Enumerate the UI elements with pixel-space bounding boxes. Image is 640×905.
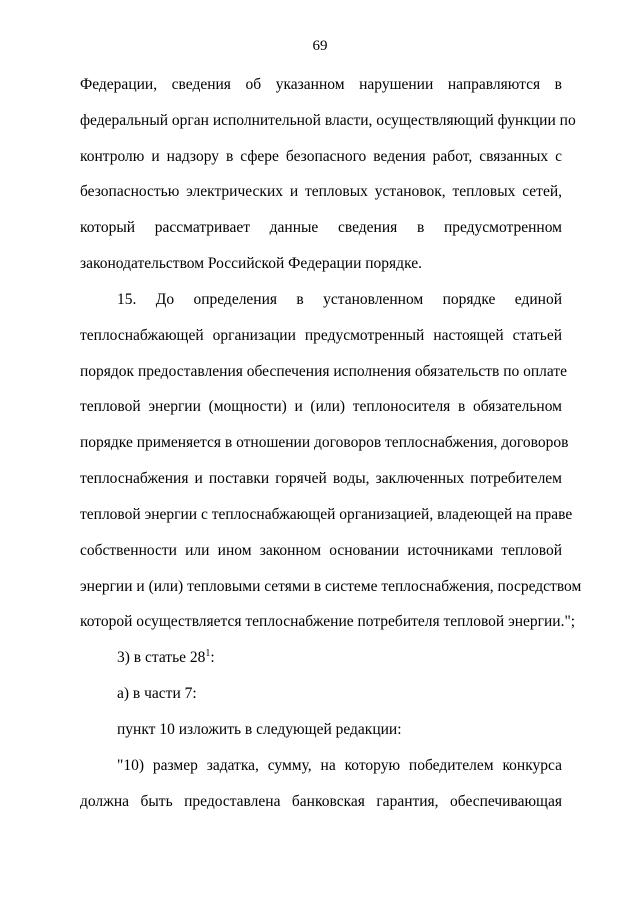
text-line: тепловой энергии с теплоснабжающей организацией, владеющей на праве: [80, 506, 573, 523]
text-line: федеральный орган исполнительной власти, осуществляющий функции по: [80, 112, 576, 129]
text-line: теплоснабжения и поставки горячей воды, заключенных потребителем: [80, 470, 562, 487]
text-line: [117, 648, 562, 668]
text-line: теплоснабжающей организации предусмотренный настоящей статьей: [80, 327, 562, 344]
colon: :: [210, 649, 215, 666]
text-line: энергии и (или) тепловыми сетями в системе теплоснабжения, посредством: [80, 578, 582, 595]
text-line: который рассматривает данные сведения в предусмотренном: [80, 219, 562, 236]
text-line: пункт 10 изложить в следующей редакции:: [117, 721, 402, 738]
text-line: контролю и надзору в сфере безопасного ведения работ, связанных с: [80, 148, 562, 165]
text-line: а) в части 7:: [117, 685, 197, 702]
text-line: должна быть предоставлена банковская гарантия, обеспечивающая: [80, 793, 562, 810]
text-line: безопасностью электрических и тепловых установок, тепловых сетей,: [80, 183, 562, 200]
text-line: собственности или ином законном основании источниками тепловой: [80, 542, 562, 559]
text-line: Федерации, сведения об указанном нарушении направляются в: [80, 76, 562, 93]
text-line: порядок предоставления обеспечения исполнения обязательств по оплате: [80, 363, 568, 380]
text-line: "10) размер задатка, сумму, на которую победителем конкурса: [117, 757, 562, 774]
superscript: 1: [205, 647, 211, 659]
text-line: которой осуществляется теплоснабжение потребителя тепловой энергии.";: [80, 613, 576, 630]
text-line: порядке применяется в отношении договоров теплоснабжения, договоров: [80, 434, 569, 451]
text-line: законодательством Российской Федерации порядке.: [80, 255, 422, 272]
article-reference: 3) в статье 28: [117, 649, 206, 666]
text-line: тепловой энергии (мощности) и (или) теплоносителя в обязательном: [80, 398, 562, 415]
text-line: 15. До определения в установленном порядке единой: [117, 291, 562, 308]
page-number: 69: [312, 38, 328, 54]
